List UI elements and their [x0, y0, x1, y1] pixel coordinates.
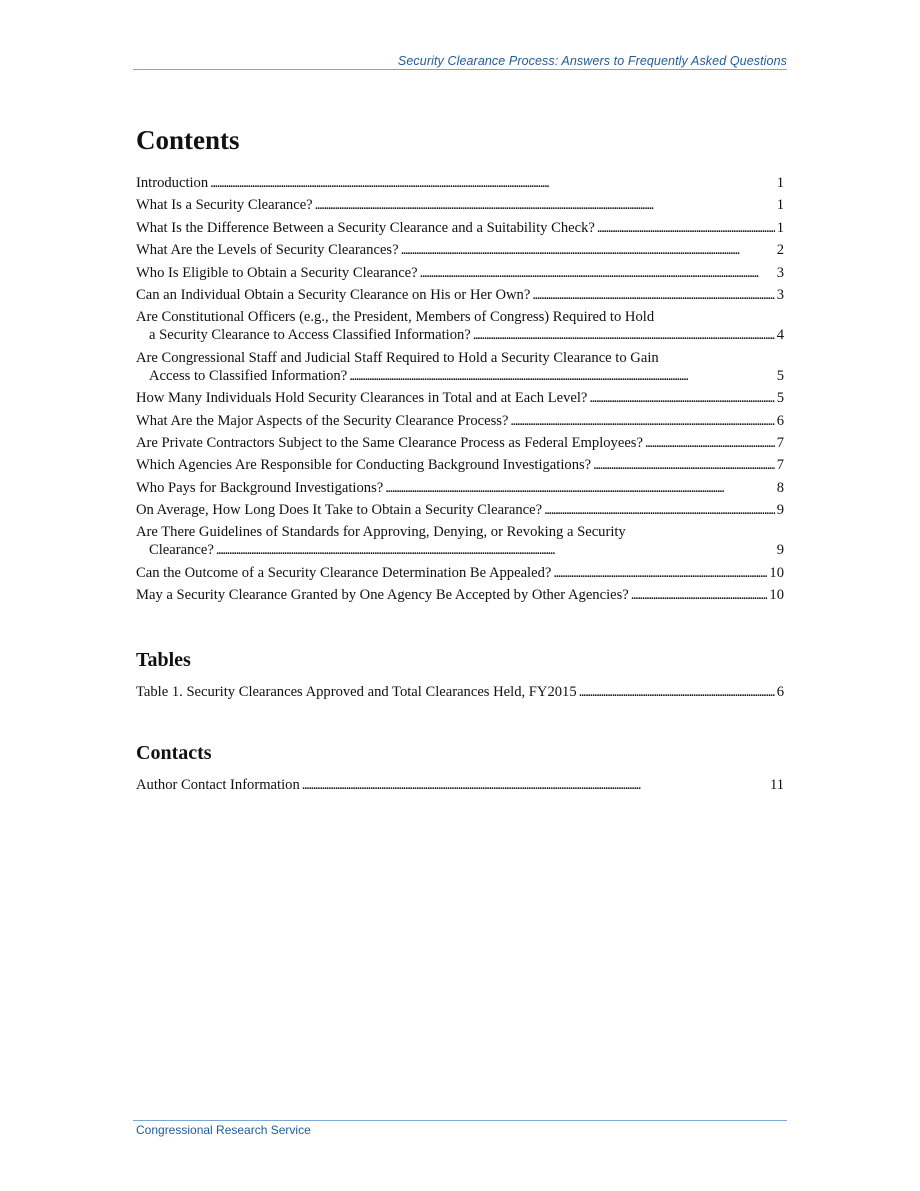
- dot-leader: [401, 241, 775, 259]
- toc-page-number: 10: [769, 564, 784, 581]
- contacts-entry[interactable]: [136, 776, 784, 794]
- toc-entry-title: Are Congressional Staff and Judicial Staff Required to Hold a Security Clearance to Gain: [136, 349, 659, 366]
- dot-leader: [579, 683, 775, 701]
- dot-leader: [216, 541, 775, 559]
- contents-entry[interactable]: [136, 586, 784, 604]
- dot-leader: [532, 286, 774, 304]
- toc-entry-title: a Security Clearance to Access Classified Information?: [149, 327, 471, 344]
- header-divider: [133, 69, 787, 70]
- contents-entry[interactable]: [136, 196, 784, 214]
- toc-entry-title: Are Constitutional Officers (e.g., the President, Members of Congress) Required to Hold: [136, 309, 655, 326]
- toc-entry-title: Can the Outcome of a Security Clearance Determination Be Appealed?: [136, 564, 552, 581]
- toc-page-number: 6: [776, 684, 784, 700]
- toc-page-number: 5: [776, 367, 784, 384]
- contents-entry[interactable]: [136, 456, 784, 474]
- toc-page-number: 2: [776, 242, 784, 259]
- toc-entry-title: Author Contact Information: [136, 777, 300, 793]
- toc-page-number: 6: [776, 412, 784, 429]
- toc-entry-title: May a Security Clearance Granted by One Agency Be Accepted by Other Agencies?: [136, 587, 629, 604]
- contacts-heading: Contacts: [136, 742, 212, 764]
- footer-divider: [133, 1120, 787, 1121]
- toc-entry-title: What Are the Levels of Security Clearances?: [136, 242, 399, 259]
- toc-entry-title: Which Agencies Are Responsible for Conducting Background Investigations?: [136, 457, 592, 474]
- contacts-list: [136, 776, 784, 798]
- toc-page-number: 7: [776, 457, 784, 474]
- toc-page-number: 1: [776, 197, 784, 214]
- dot-leader: [553, 564, 767, 582]
- dot-leader: [544, 501, 775, 519]
- toc-entry-title: Access to Classified Information?: [149, 367, 348, 384]
- dot-leader: [302, 776, 768, 794]
- toc-entry-title: What Is a Security Clearance?: [136, 197, 313, 214]
- dot-leader: [315, 196, 775, 214]
- toc-entry-title: Can an Individual Obtain a Security Clearance on His or Her Own?: [136, 286, 531, 303]
- dot-leader: [589, 389, 774, 407]
- toc-page-number: 4: [776, 327, 784, 344]
- toc-page-number: 3: [776, 264, 784, 281]
- dot-leader: [210, 174, 775, 192]
- toc-page-number: 9: [776, 502, 784, 519]
- toc-entry-title: What Are the Major Aspects of the Security Clearance Process?: [136, 412, 509, 429]
- tables-entry[interactable]: [136, 683, 784, 701]
- contents-entry[interactable]: [136, 389, 784, 407]
- contents-list: [136, 174, 784, 609]
- contents-entry[interactable]: [136, 174, 784, 192]
- contents-heading: Contents: [136, 125, 240, 155]
- toc-entry-title: How Many Individuals Hold Security Clearances in Total and at Each Level?: [136, 390, 588, 407]
- toc-page-number: 9: [776, 542, 784, 559]
- dot-leader: [473, 326, 775, 344]
- dot-leader: [385, 479, 774, 497]
- toc-page-number: 1: [776, 175, 784, 191]
- toc-entry-title: On Average, How Long Does It Take to Obtain a Security Clearance?: [136, 502, 543, 519]
- dot-leader: [645, 434, 775, 452]
- contents-entry[interactable]: [136, 219, 784, 237]
- contents-entry[interactable]: [136, 412, 784, 430]
- contents-entry[interactable]: [136, 501, 784, 519]
- toc-page-number: 8: [776, 479, 784, 496]
- dot-leader: [349, 367, 775, 385]
- contents-entry[interactable]: [136, 264, 784, 282]
- toc-entry-title: Introduction: [136, 175, 209, 191]
- tables-list: [136, 683, 784, 705]
- toc-page-number: 1: [776, 219, 784, 236]
- dot-leader: [510, 412, 774, 430]
- toc-entry-title: Who Pays for Background Investigations?: [136, 479, 384, 496]
- toc-page-number: 5: [776, 390, 784, 407]
- dot-leader: [593, 456, 775, 474]
- tables-heading: Tables: [136, 649, 191, 671]
- toc-page-number: 11: [769, 777, 784, 793]
- dot-leader: [597, 219, 775, 237]
- toc-entry-title: Who Is Eligible to Obtain a Security Clearance?: [136, 264, 418, 281]
- contents-entry[interactable]: [136, 349, 784, 385]
- toc-entry-title: Are Private Contractors Subject to the Same Clearance Process as Federal Employees?: [136, 434, 643, 451]
- toc-page-number: 7: [776, 434, 784, 451]
- toc-page-number: 10: [769, 587, 784, 604]
- toc-entry-title: Table 1. Security Clearances Approved and Total Clearances Held, FY2015: [136, 684, 577, 700]
- dot-leader: [631, 586, 768, 604]
- toc-page-number: 3: [776, 286, 784, 303]
- toc-entry-title: Are There Guidelines of Standards for Approving, Denying, or Revoking a Security: [136, 524, 626, 541]
- footer-publisher: Congressional Research Service: [136, 1123, 311, 1137]
- toc-entry-title: What Is the Difference Between a Security Clearance and a Suitability Check?: [136, 219, 595, 236]
- contents-entry[interactable]: [136, 564, 784, 582]
- contents-entry[interactable]: [136, 479, 784, 497]
- dot-leader: [420, 264, 775, 282]
- contents-entry[interactable]: [136, 241, 784, 259]
- toc-entry-title: Clearance?: [149, 542, 214, 559]
- contents-entry[interactable]: [136, 434, 784, 452]
- contents-entry[interactable]: [136, 308, 784, 344]
- contents-entry[interactable]: [136, 523, 784, 559]
- contents-entry[interactable]: [136, 286, 784, 304]
- running-header: Security Clearance Process: Answers to Frequently Asked Questions: [397, 54, 787, 68]
